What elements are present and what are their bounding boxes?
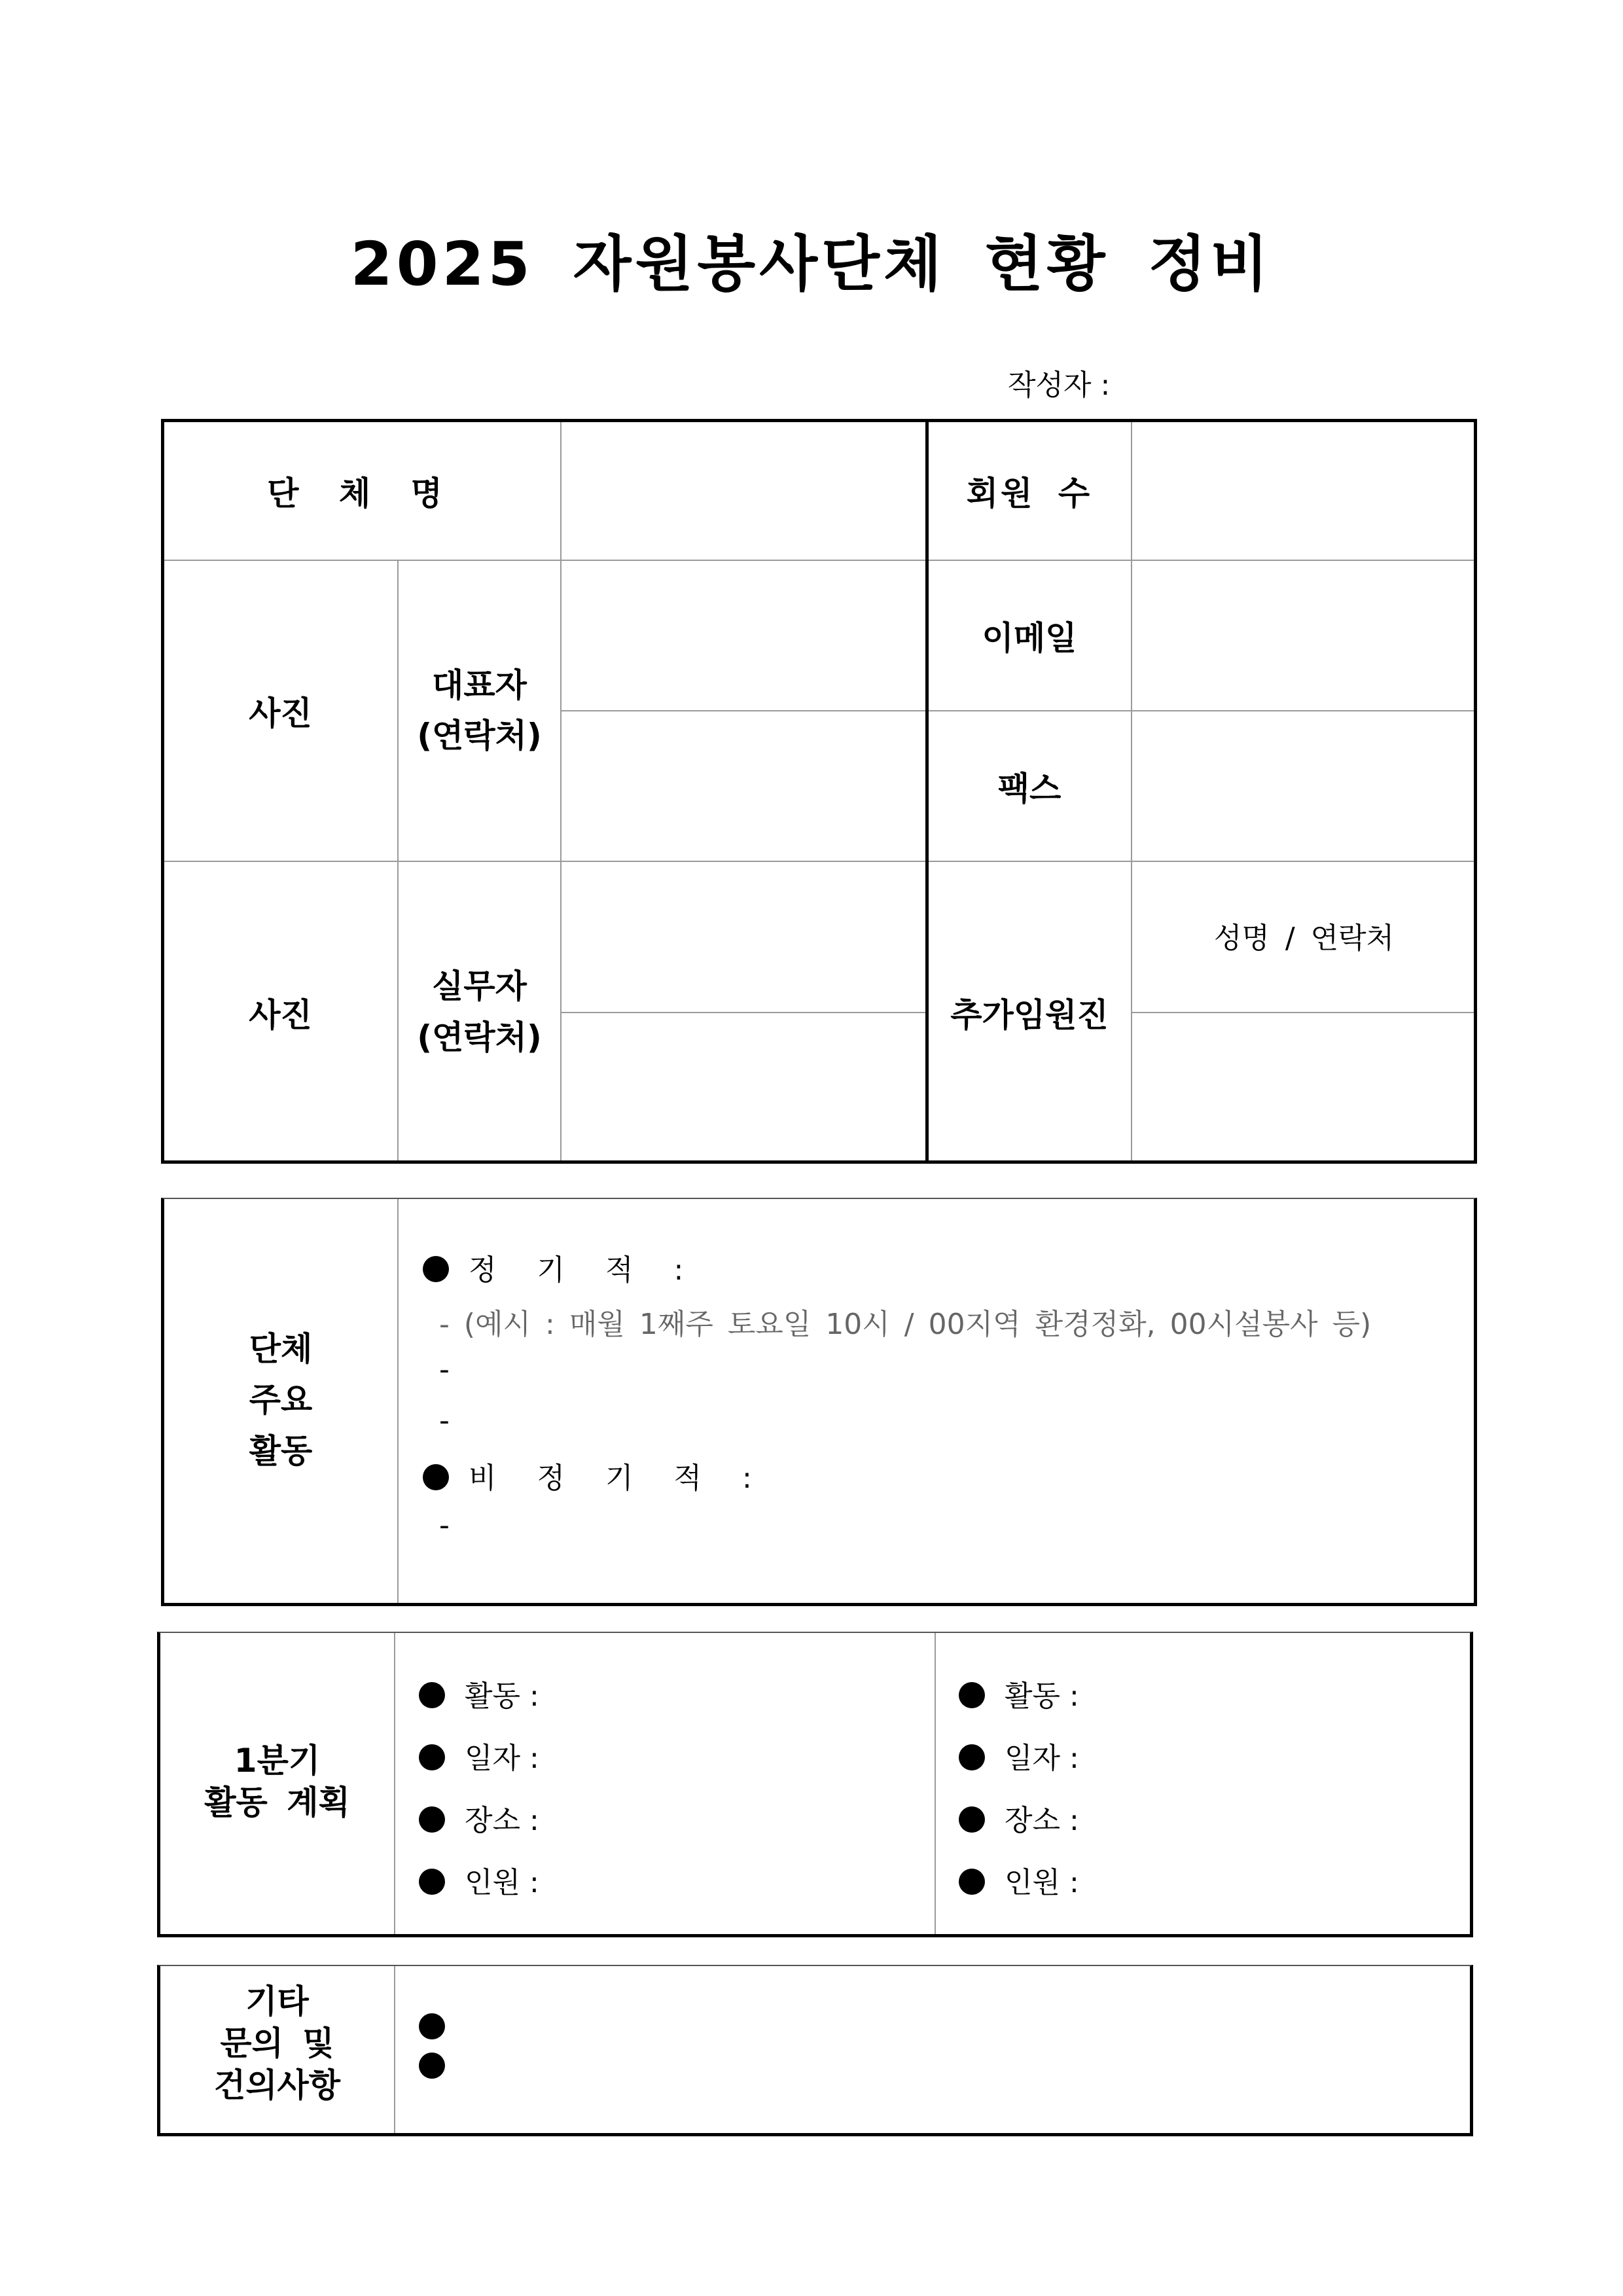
plan-label-line: 활동 계획 [204, 1784, 350, 1821]
bullet-icon [959, 1682, 985, 1708]
extra-officers-hint[interactable]: 성명 / 연락처 [1132, 861, 1476, 1013]
other-label-line: 문의 및 [220, 2024, 334, 2062]
plan-right-place[interactable] [959, 1797, 1079, 1839]
bullet-icon [423, 1256, 449, 1282]
regular-dash[interactable]: - [439, 1353, 450, 1386]
irregular-activity-item[interactable] [423, 1454, 768, 1496]
plan-section [157, 1632, 1473, 1937]
org-name-label: 단 체 명 [163, 421, 561, 560]
plan-field-label: 장소 : [1005, 1804, 1079, 1837]
staff-photo-cell[interactable] [163, 861, 398, 1163]
staff-name-value[interactable] [561, 861, 927, 1013]
author-label: 작성자 : [1008, 368, 1111, 402]
bullet-icon [419, 2013, 445, 2039]
bullet-icon [959, 1744, 985, 1770]
regular-activity-item[interactable] [423, 1246, 699, 1288]
plan-right-date[interactable] [959, 1734, 1079, 1776]
org-name-value[interactable] [561, 421, 927, 560]
bullet-icon [959, 1869, 985, 1895]
activities-label-line: 주요 [249, 1381, 313, 1419]
page-title: 2025 자원봉사단체 현황 정비 [350, 229, 1273, 299]
org-info-table [162, 420, 1477, 1164]
activities-divider [397, 1199, 399, 1603]
example-text: - (예시 : 매월 1째주 토요일 10시 / 00지역 환경정화, 00시설봉사 등) [439, 1308, 1372, 1341]
plan-field-label: 인원 : [1005, 1866, 1079, 1899]
extra-officers-label: 추가임원진 [927, 861, 1132, 1163]
bullet-icon [419, 1869, 445, 1895]
activities-label [164, 1323, 397, 1477]
regular-dash[interactable]: - [439, 1404, 450, 1437]
regular-label: 정 기 적 : [469, 1253, 700, 1287]
staff-label-cell [398, 861, 561, 1163]
plan-field-label: 활동 : [1005, 1679, 1079, 1713]
email-label: 이메일 [927, 560, 1132, 711]
org-info-divider [925, 419, 929, 1164]
other-divider [394, 1966, 395, 2133]
email-value[interactable] [1132, 560, 1476, 711]
plan-label [160, 1740, 394, 1823]
staff-label: 실무자 [432, 967, 527, 1005]
activities-label-line: 단체 [249, 1330, 313, 1368]
other-item[interactable] [419, 2011, 465, 2044]
staff-contact-value[interactable] [561, 1013, 927, 1163]
other-label-line: 기타 [245, 1982, 309, 2020]
activities-section [161, 1198, 1477, 1606]
irregular-label: 비 정 기 적 : [469, 1462, 768, 1495]
plan-left-place[interactable] [419, 1797, 539, 1839]
member-count-value[interactable] [1132, 421, 1476, 560]
irregular-dash[interactable]: - [439, 1509, 450, 1542]
bullet-icon [419, 1806, 445, 1833]
plan-left-activity[interactable] [419, 1672, 539, 1714]
photo-label: 사진 [249, 694, 312, 732]
plan-right-activity[interactable] [959, 1672, 1079, 1714]
plan-field-label: 일자 : [1005, 1742, 1079, 1775]
plan-field-label: 일자 : [465, 1742, 539, 1775]
plan-left-date[interactable] [419, 1734, 539, 1776]
rep-name-value[interactable] [561, 560, 927, 711]
rep-photo-cell[interactable] [163, 560, 398, 861]
extra-officers-value[interactable] [1132, 1013, 1476, 1163]
other-label-line: 건의사항 [213, 2066, 341, 2104]
activities-label-line: 활동 [249, 1432, 313, 1470]
fax-value[interactable] [1132, 711, 1476, 861]
rep-contact-value[interactable] [561, 711, 927, 861]
rep-label: 대표자 [432, 666, 527, 704]
bullet-icon [419, 1682, 445, 1708]
bullet-icon [423, 1464, 449, 1490]
plan-field-label: 장소 : [465, 1804, 539, 1837]
fax-label: 팩스 [927, 711, 1132, 861]
rep-label-cell [398, 560, 561, 861]
plan-divider [935, 1633, 936, 1934]
plan-left-people[interactable] [419, 1859, 539, 1901]
bullet-icon [419, 2053, 445, 2079]
plan-divider [394, 1633, 395, 1934]
bullet-icon [959, 1806, 985, 1833]
plan-label-line: 1분기 [234, 1742, 321, 1780]
plan-right-people[interactable] [959, 1859, 1079, 1901]
plan-field-label: 활동 : [465, 1679, 539, 1713]
rep-contact-label: (연락처) [417, 717, 542, 755]
photo-label: 사진 [249, 996, 312, 1034]
bullet-icon [419, 1744, 445, 1770]
plan-field-label: 인원 : [465, 1866, 539, 1899]
other-section [157, 1965, 1473, 2136]
member-count-label: 회원 수 [927, 421, 1132, 560]
other-item[interactable] [419, 2050, 465, 2083]
staff-contact-label: (연락처) [417, 1018, 542, 1056]
other-label [160, 1981, 394, 2106]
